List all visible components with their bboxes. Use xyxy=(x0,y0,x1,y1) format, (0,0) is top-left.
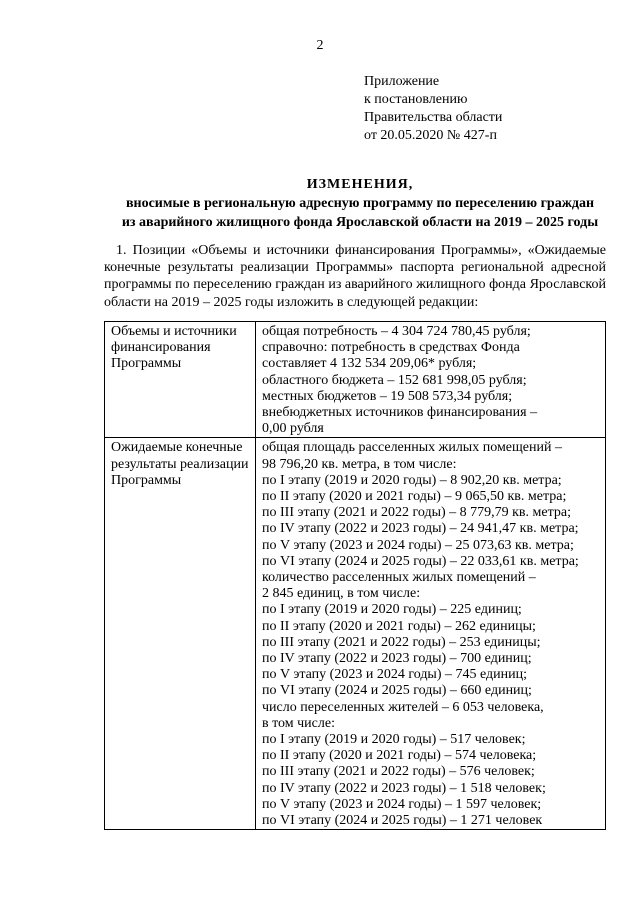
value-line: по I этапу (2019 и 2020 годы) – 517 человек; xyxy=(262,732,526,748)
value-line: по III этапу (2021 и 2022 годы) – 576 человек; xyxy=(262,764,535,780)
heading-title: ИЗМЕНЕНИЯ, xyxy=(306,177,414,192)
row-value xyxy=(256,438,606,830)
value-line: по VI этапу (2024 и 2025 годы) – 660 единиц; xyxy=(262,683,532,699)
value-line: по II этапу (2020 и 2021 годы) – 262 единицы; xyxy=(262,618,536,634)
table-row xyxy=(105,322,606,438)
value-line: по V этапу (2023 и 2024 годы) – 745 единиц; xyxy=(262,667,528,683)
document-heading xyxy=(100,175,620,232)
value-line: по III этапу (2021 и 2022 годы) – 8 779,79 кв. метра; xyxy=(262,505,572,521)
value-line: по IV этапу (2022 и 2023 годы) – 1 518 человек; xyxy=(262,780,546,796)
appendix-block xyxy=(364,73,502,145)
value-line: справочно: потребность в средствах Фонда xyxy=(262,340,520,356)
heading-line: вносимые в региональную адресную программу по переселению граждан xyxy=(125,196,595,211)
table-row xyxy=(105,438,606,830)
appendix-line: Правительства области xyxy=(364,110,503,125)
row-label: Объемы и источники финансирования Программы xyxy=(105,322,256,438)
heading-line: из аварийного жилищного фонда Ярославской области на 2019 – 2025 годы xyxy=(121,215,599,230)
value-line: количество расселенных жилых помещений – xyxy=(262,570,536,586)
value-line: по VI этапу (2024 и 2025 годы) – 1 271 человек xyxy=(262,813,543,829)
value-line: по I этапу (2019 и 2020 годы) – 225 единиц; xyxy=(262,602,522,618)
value-line: 2 845 единиц, в том числе: xyxy=(262,586,421,602)
value-line: 0,00 рубля xyxy=(262,421,324,437)
value-line: составляет 4 132 534 209,06* рубля; xyxy=(262,356,477,372)
value-line: по VI этапу (2024 и 2025 годы) – 22 033,61 кв. метра; xyxy=(262,553,579,569)
value-line: по II этапу (2020 и 2021 годы) – 574 человека; xyxy=(262,748,537,764)
value-line: общая площадь расселенных жилых помещений – xyxy=(262,440,562,456)
appendix-line: Приложение xyxy=(364,74,440,89)
value-line: в том числе: xyxy=(262,715,335,731)
passport-table xyxy=(104,321,606,830)
value-line: по II этапу (2020 и 2021 годы) – 9 065,50 кв. метра; xyxy=(262,489,567,505)
page-number: 2 xyxy=(316,38,324,53)
row-label: Ожидаемые конечные результаты реализации Программы xyxy=(105,438,256,830)
value-line: по V этапу (2023 и 2024 годы) – 1 597 человек; xyxy=(262,796,542,812)
value-line: 98 796,20 кв. метра, в том числе: xyxy=(262,456,457,472)
value-line: общая потребность – 4 304 724 780,45 рубля; xyxy=(262,324,531,339)
value-line: по I этапу (2019 и 2020 годы) – 8 902,20 кв. метра; xyxy=(262,472,562,488)
value-line: по IV этапу (2022 и 2023 годы) – 24 941,47 кв. метра; xyxy=(262,521,579,537)
value-line: по IV этапу (2022 и 2023 годы) – 700 единиц; xyxy=(262,651,532,667)
value-line: внебюджетных источников финансирования – xyxy=(262,405,538,421)
row-value xyxy=(256,322,606,438)
value-line: по III этапу (2021 и 2022 годы) – 253 единицы; xyxy=(262,634,541,650)
appendix-line: от 20.05.2020 № 427-п xyxy=(364,128,497,143)
value-line: по V этапу (2023 и 2024 годы) – 25 073,63 кв. метра; xyxy=(262,537,574,553)
intro-paragraph xyxy=(104,242,606,311)
intro-text: 1. Позиции «Объемы и источники финансирования Программы», «Ожидаемые конечные результаты реализации Программы» паспорта региональной адресной программы по переселению граждан из аварийного жилищного фонда Ярославской области на 2019 – 2025 годы изложить в следующей редакции: xyxy=(104,243,606,310)
value-line: число переселенных жителей – 6 053 человека, xyxy=(262,699,544,715)
appendix-line: к постановлению xyxy=(364,92,468,107)
value-line: местных бюджетов – 19 508 573,34 рубля; xyxy=(262,388,513,404)
value-line: областного бюджета – 152 681 998,05 рубля; xyxy=(262,372,527,388)
